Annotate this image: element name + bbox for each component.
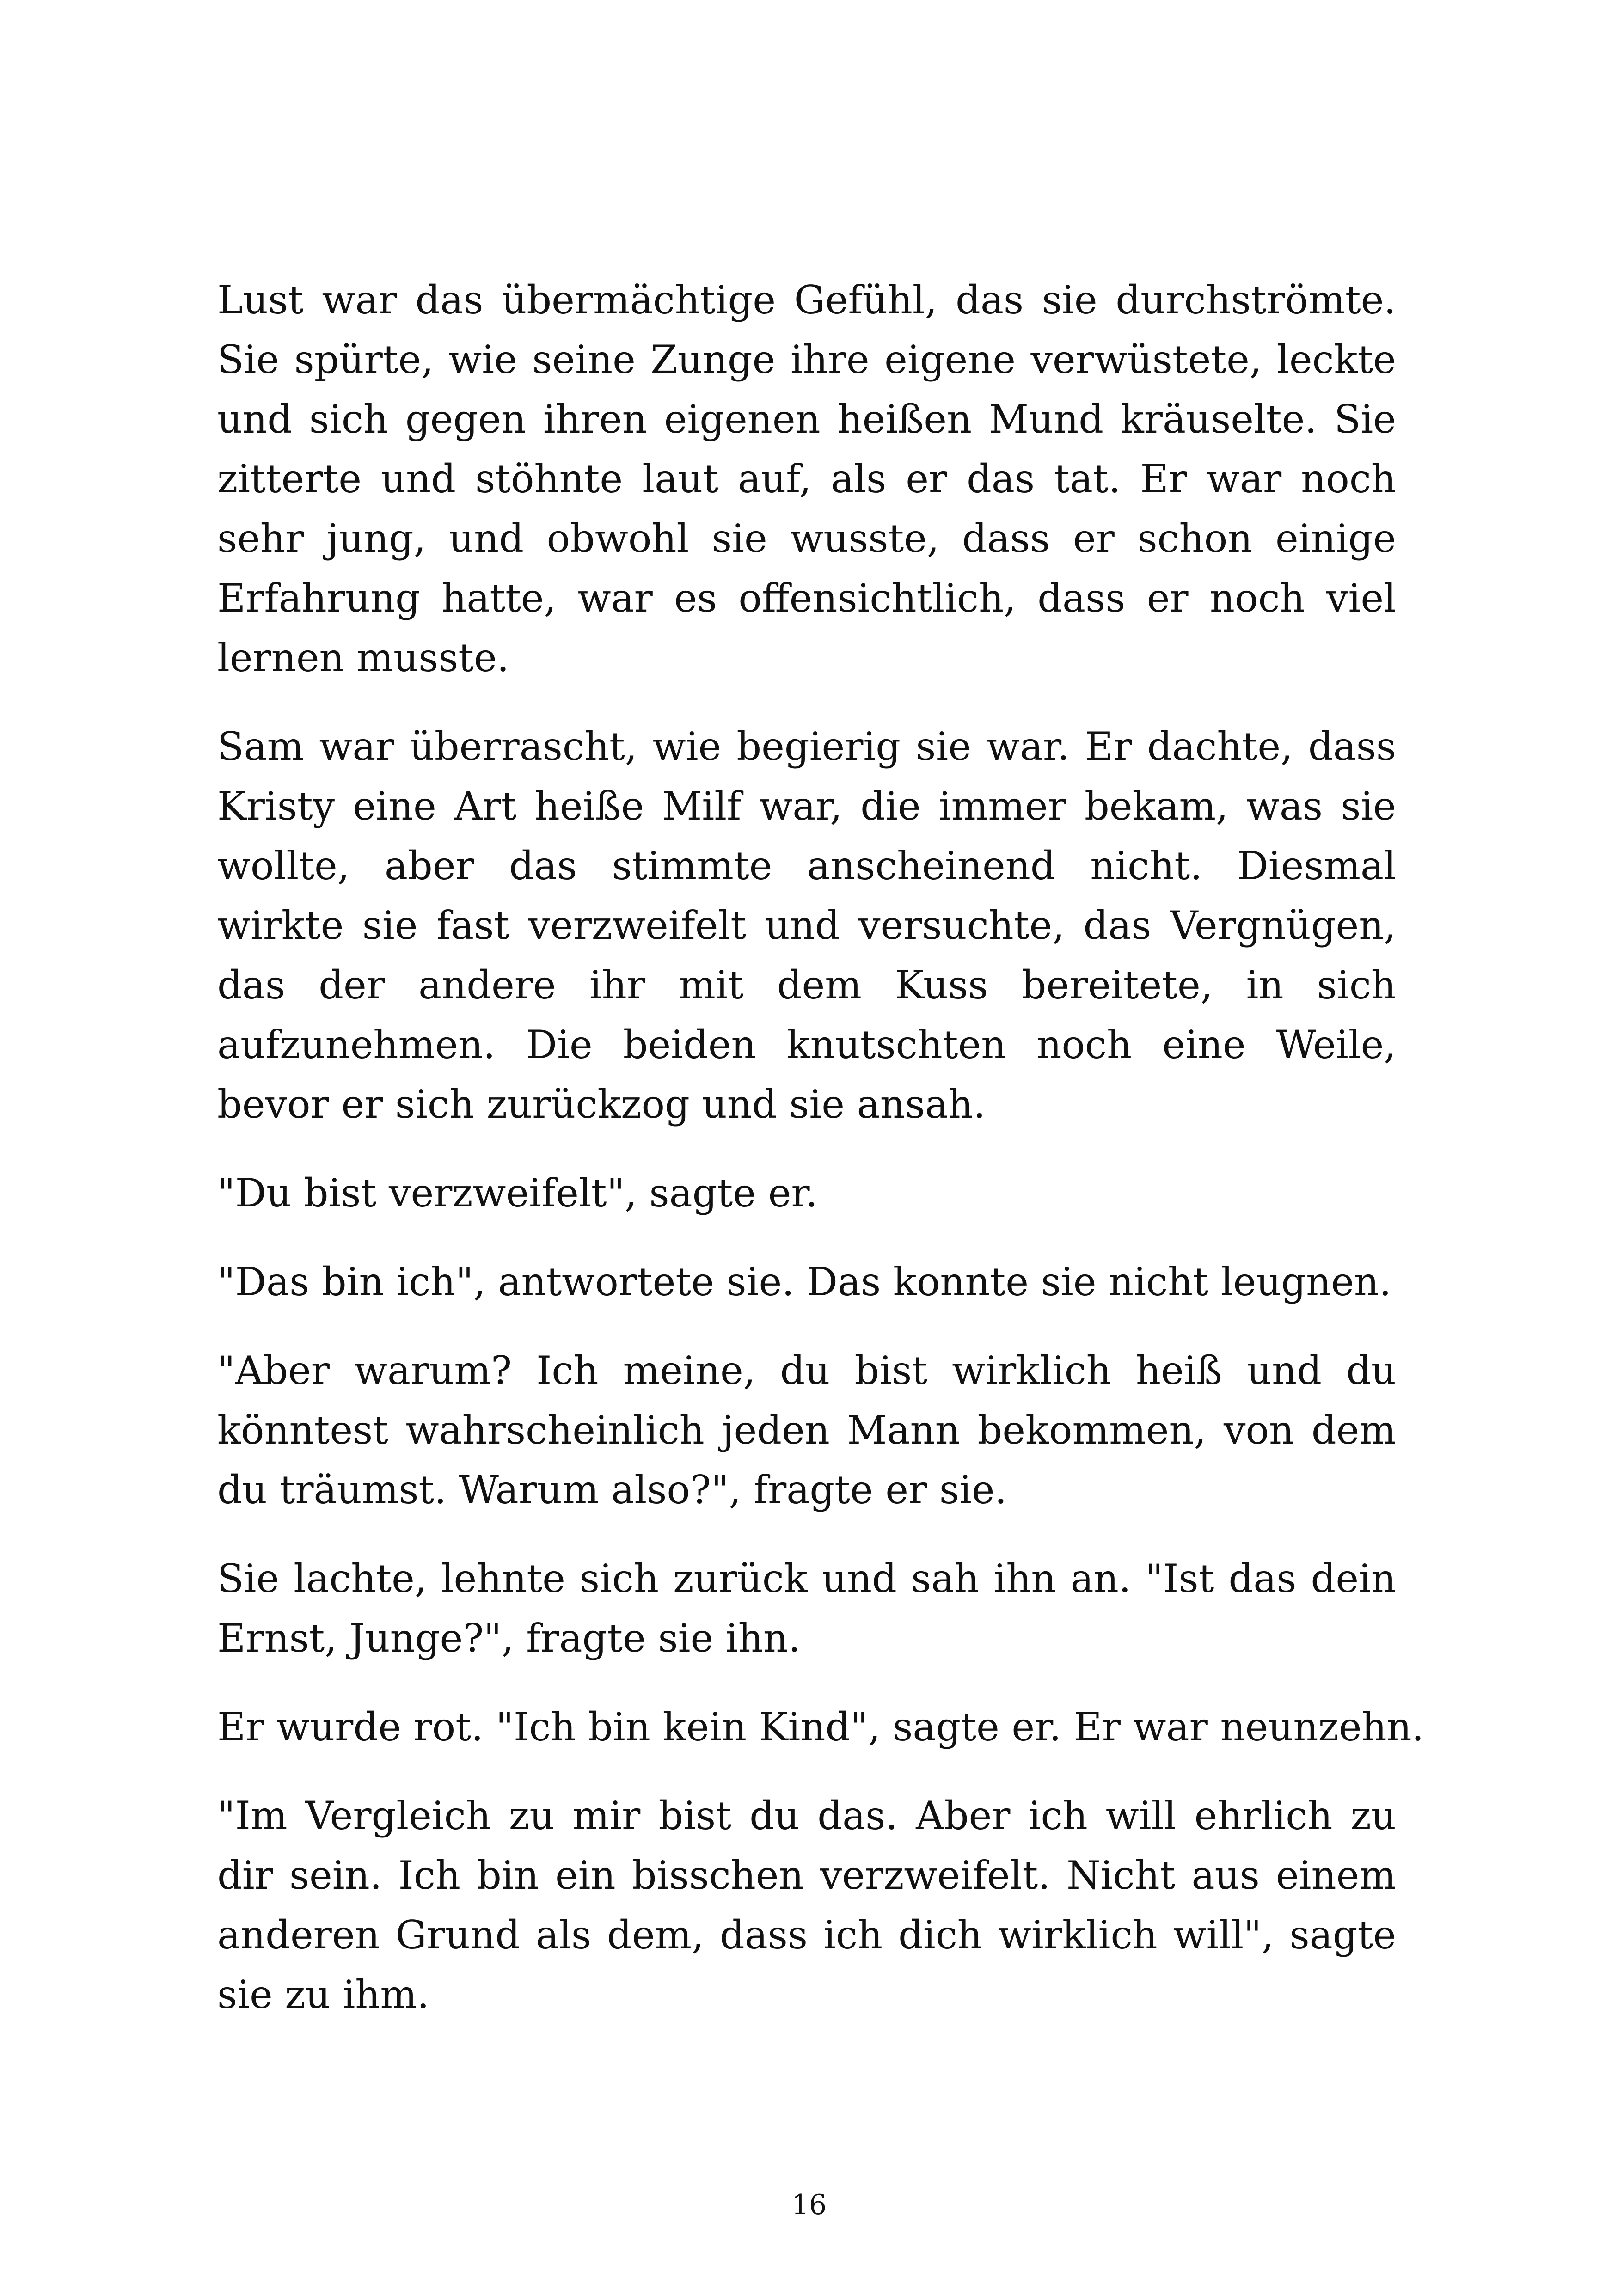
paragraph-4: "Das bin ich", antwortete sie. Das konnte sie nicht leugnen. (217, 1259, 1391, 1304)
body-text (217, 270, 1424, 2054)
paragraph-2: Sam war überrascht, wie begierig sie war. Er dachte, dass Kristy eine Art heiße Milf war, die immer bekam, was sie wollte, aber das stimmte anscheinend nicht. Diesmal wirkte sie fast verzweifelt und versuchte, das Vergnügen, das der andere ihr mit dem Kuss bereitete, in sich aufzunehmen. Die beiden knutschten noch eine Weile, bevor er sich zurückzog und sie ansah. (217, 724, 1396, 1127)
paragraph-8: "Im Vergleich zu mir bist du das. Aber ich will ehrlich zu dir sein. Ich bin ein bisschen verzweifelt. Nicht aus einem anderen Grund als dem, dass ich dich wirklich will", sagte sie zu ihm. (217, 1793, 1396, 2017)
paragraph-7: Er wurde rot. "Ich bin kein Kind", sagte er. Er war neunzehn. (217, 1704, 1424, 1750)
paragraph-6: Sie lachte, lehnte sich zurück und sah ihn an. "Ist das dein Ernst, Junge?", fragte sie ihn. (217, 1556, 1396, 1661)
paragraph-1: Lust war das übermächtige Gefühl, das sie durchströmte. Sie spürte, wie seine Zunge ihre eigene verwüstete, leckte und sich gegen ihren eigenen heißen Mund kräuselte. Sie zitterte und stöhnte laut auf, als er das tat. Er war noch sehr jung, und obwohl sie wusste, dass er schon einige Erfahrung hatte, war es offensichtlich, dass er noch viel lernen musste. (217, 277, 1396, 680)
paragraph-5: "Aber warum? Ich meine, du bist wirklich heiß und du könntest wahrscheinlich jeden Mann bekommen, von dem du träumst. Warum also?", fragte er sie. (217, 1348, 1396, 1512)
paragraph-3: "Du bist verzweifelt", sagte er. (217, 1170, 818, 1216)
page-number: 16 (791, 2189, 827, 2221)
